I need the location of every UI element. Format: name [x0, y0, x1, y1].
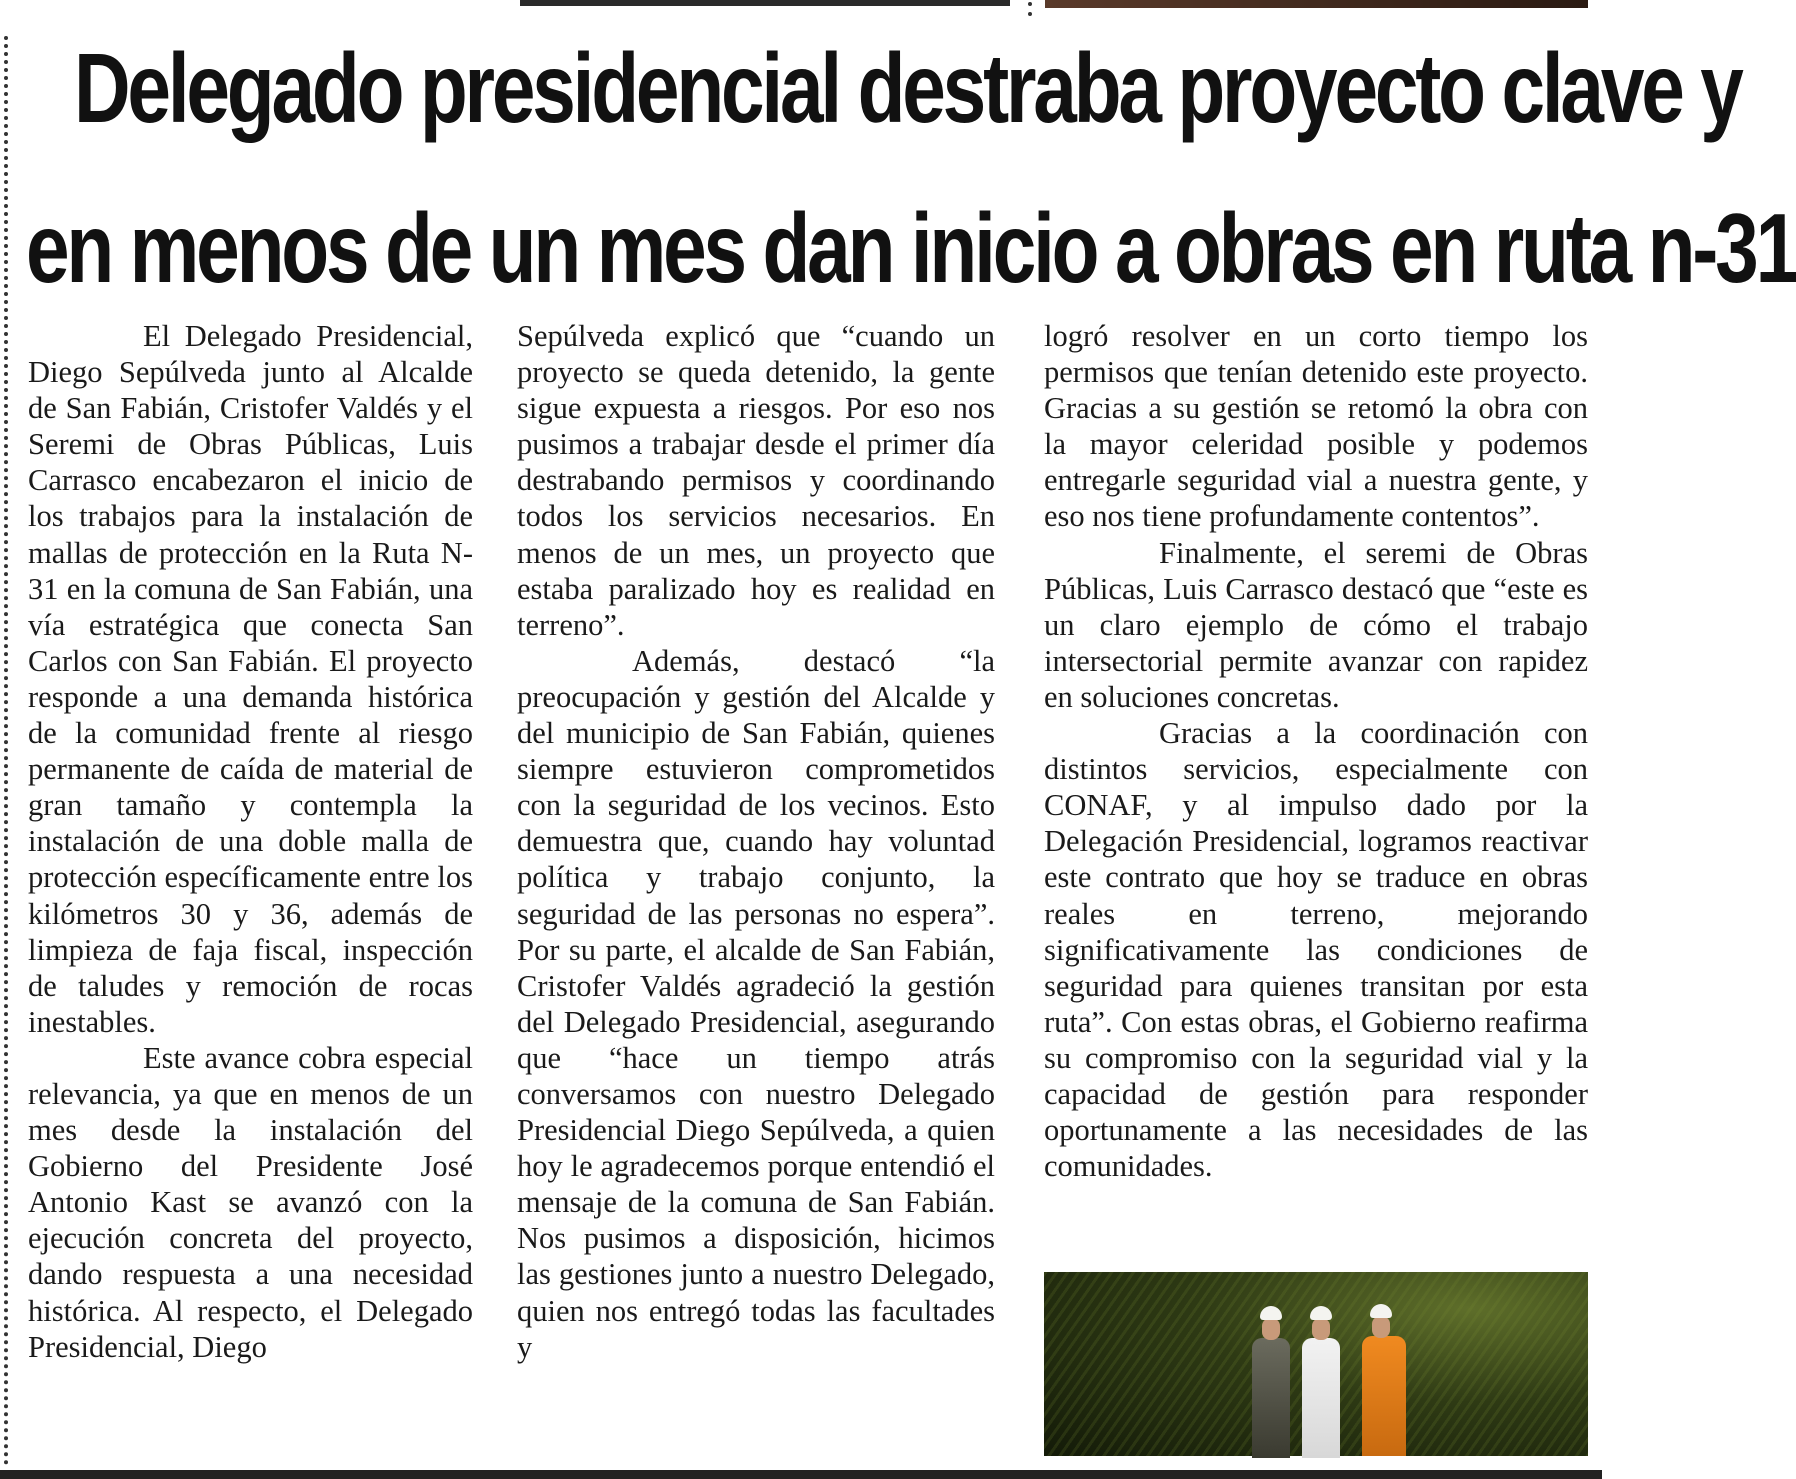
hard-hat-icon — [1260, 1306, 1282, 1320]
person-2-shirt — [1302, 1338, 1340, 1458]
adjacent-photo-edge — [1045, 0, 1588, 8]
photo-person-1 — [1252, 1306, 1290, 1456]
person-2-head — [1312, 1318, 1330, 1340]
hard-hat-icon — [1310, 1306, 1332, 1320]
column-2-paragraph-2: Además, destacó “la preocupación y gestión del Alcalde y del municipio de San Fabián, quienes siempre estuvieron comprometidos con la seguridad de los vecinos. Esto demuestra que, cuando hay voluntad política y trabajo conjunto, la seguridad de las personas no espera”. Por su parte, el alcalde de San Fabián, Cristofer Valdés agradeció la gestión del Delegado Presidencial, asegurando que “hace un tiempo atrás conversamos con nuestro Delegado Presidencial Diego Sepúlveda, a quien hoy le agradecemos porque entendió el mensaje de la comuna de San Fabián. Nos pusimos a disposición, hicimos las gestiones junto a nuestro Delegado, quien nos entregó todas las facultades y — [517, 643, 995, 1364]
article-photo — [1044, 1272, 1588, 1456]
person-3-safety-vest — [1362, 1336, 1406, 1456]
column-1-paragraph-2: Este avance cobra especial relevancia, ya que en menos de un mes desde la instalación del Gobierno del Presidente José Antonio Kast se avanzó con la ejecución concreta del proyecto, dando respuesta a una necesidad histórica. Al respecto, el Delegado Presidencial, Diego — [28, 1040, 473, 1364]
article-column-2 — [517, 318, 995, 1365]
top-border-bar — [520, 0, 1010, 6]
column-3-paragraph-1: logró resolver en un corto tiempo los permisos que tenían detenido este proyecto. Gracias a su gestión se retomó la obra con la mayor celeridad posible y podemos entregarle seguridad vial a nuestra gente, y eso nos tiene profundamente contentos”. — [1044, 319, 1588, 534]
person-1-vest — [1252, 1338, 1290, 1458]
headline-line-2: en menos de un mes dan inicio a obras en ruta n-31 — [26, 193, 1796, 303]
photo-person-3 — [1362, 1304, 1406, 1456]
column-1-paragraph-1: El Delegado Presidencial, Diego Sepúlveda junto al Alcalde de San Fabián, Cristofer Valdés y el Seremi de Obras Públicas, Luis Carrasco encabezaron el inicio de los trabajos para la instalación de mallas de protección en la Ruta N-31 en la comuna de San Fabián, una vía estratégica que conecta San Carlos con San Fabián. El proyecto responde a una demanda histórica de la comunidad frente al riesgo permanente de caída de material de gran tamaño y contempla la instalación de una doble malla de protección específicamente entre los kilómetros 30 y 36, además de limpieza de faja fiscal, inspección de taludes y remoción de rocas inestables. — [28, 319, 473, 1039]
photo-person-2 — [1302, 1306, 1340, 1456]
bottom-border-bar — [0, 1470, 1602, 1479]
person-1-head — [1262, 1318, 1280, 1340]
dotted-page-rule — [4, 36, 8, 1466]
article-headline — [26, 8, 1796, 328]
column-2-paragraph-1: Sepúlveda explicó que “cuando un proyecto se queda detenido, la gente sigue expuesta a riesgos. Por eso nos pusimos a trabajar desde el primer día destrabando permisos y coordinando todos los servicios necesarios. En menos de un mes, un proyecto que estaba paralizado hoy es realidad en terreno”. — [517, 319, 995, 642]
column-3-paragraph-2: Finalmente, el seremi de Obras Públicas, Luis Carrasco destacó que “este es un claro ejemplo de cómo el trabajo intersectorial permite avanzar con rapidez en soluciones concretas. — [1044, 535, 1588, 714]
article-column-1 — [28, 318, 473, 1365]
column-3-paragraph-3: Gracias a la coordinación con distintos servicios, especialmente con CONAF, y al impulso dado por la Delegación Presidencial, logramos reactivar este contrato que hoy se traduce en obras reales en terreno, mejorando significativamente las condiciones de seguridad para quienes transitan por esta ruta”. Con estas obras, el Gobierno reafirma su compromiso con la seguridad vial y la capacidad de gestión para responder oportunamente a las necesidades de las comunidades. — [1044, 716, 1588, 1184]
headline-line-1: Delegado presidencial destraba proyecto clave y — [74, 33, 1741, 143]
person-3-head — [1372, 1316, 1390, 1338]
article-column-3 — [1044, 318, 1588, 1184]
hard-hat-icon — [1370, 1304, 1392, 1318]
